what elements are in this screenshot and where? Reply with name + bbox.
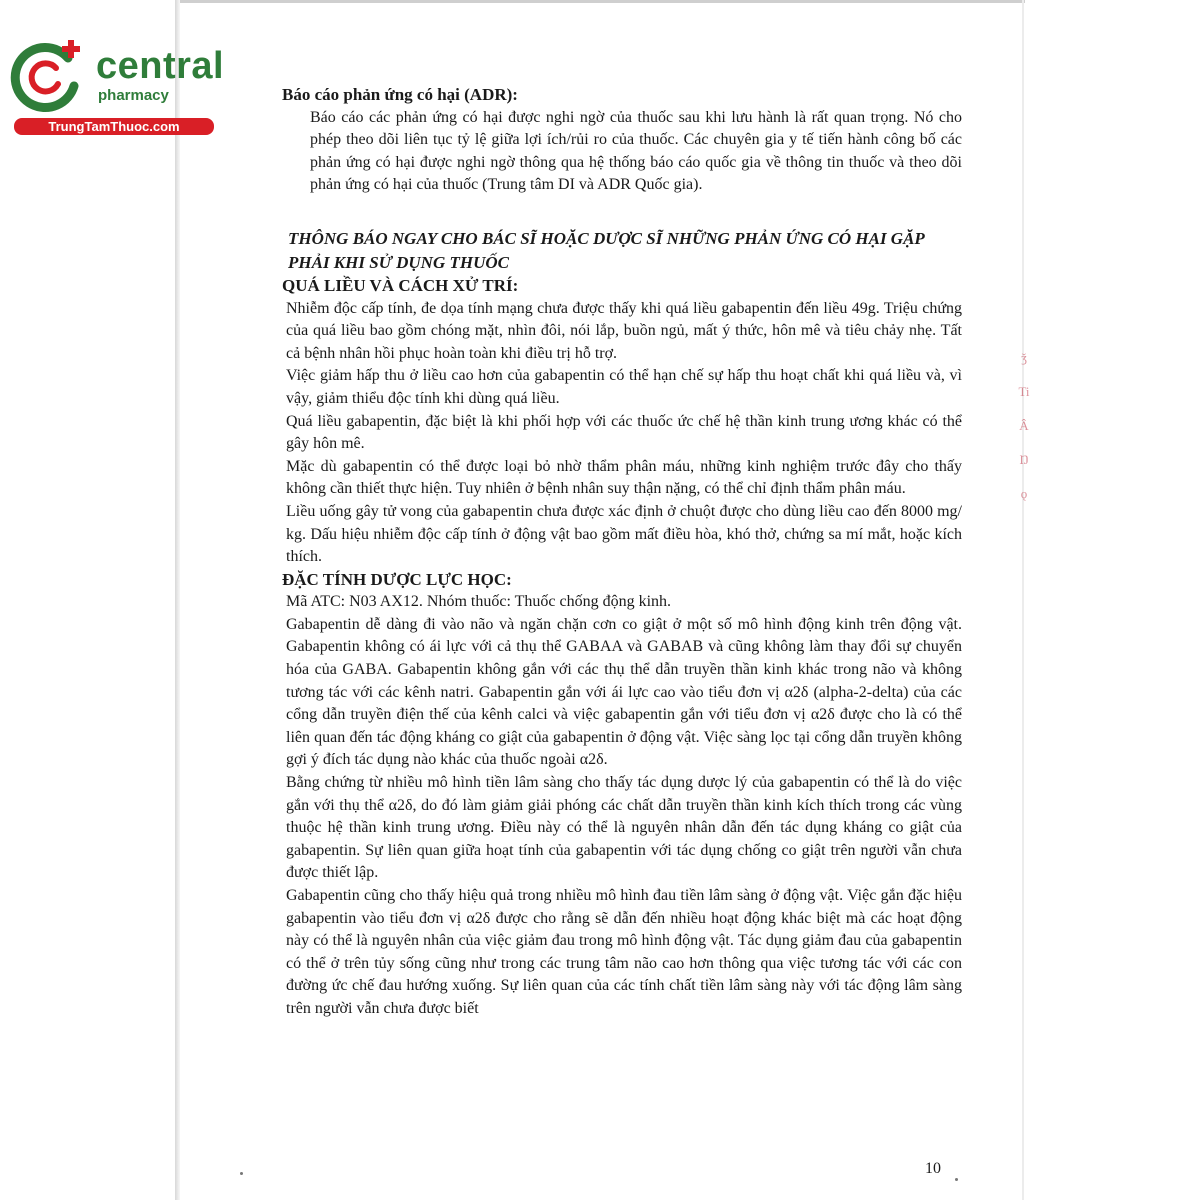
overdose-paragraph: Việc giảm hấp thu ở liều cao hơn của gabapentin có thể hạn chế sự hấp thu hoạt chất khi quá liều và, vì vậy, giảm thiểu độc tính khi dùng quá liều. [286, 367, 962, 407]
warning-notice [288, 227, 962, 275]
scan-speck [240, 1172, 243, 1175]
logo-subtitle: pharmacy [98, 87, 169, 104]
scan-speck [955, 1178, 958, 1181]
overdose-heading: QUÁ LIỀU VÀ CÁCH XỬ TRÍ: [282, 275, 519, 295]
overdose-paragraph: Nhiễm độc cấp tính, đe dọa tính mạng chưa được thấy khi quá liều gabapentin đến liều 49g. Triệu chứng của quá liều bao gồm chóng mặt, nhìn đôi, nói lắp, buồn ngủ, mất ý thức, hôn mê và tiêu chảy nhẹ. Tất cả bệnh nhân hồi phục hoàn toàn khi điều trị hỗ trợ. [286, 299, 962, 362]
red-stamp-marks: ǯ Ti Â Ŋ ǫ [1018, 350, 1030, 501]
logo-brand-name: central [96, 45, 225, 87]
pharmacodynamics-paragraph: Bằng chứng từ nhiều mô hình tiền lâm sàng cho thấy tác dụng dược lý của gabapentin có thể là do việc gắn với thụ thể α2δ, do đó làm giảm giải phóng các chất dẫn truyền thần kinh kích thích trong các vùng thuộc hệ thần kinh trung ương. Điều này có thể là nguyên nhân dẫn đến tác dụng kháng co giật của gabapentin. Sự liên quan giữa hoạt tính của gabapentin với tác dụng chống co giật trên người vẫn chưa được thiết lập. [286, 774, 962, 882]
page-number: 10 [925, 1160, 941, 1177]
pharmacodynamics-paragraph: Gabapentin cũng cho thấy hiệu quả trong nhiều mô hình đau tiền lâm sàng ở động vật. Việc gắn đặc hiệu gabapentin vào tiểu đơn vị α2δ được cho rằng sẽ dẫn đến nhiều hoạt động khác biệt mà các hoạt động này có thể là nguyên nhân của việc giảm đau trong mô hình động vật. Tác dụng giảm đau của gabapentin có thể ở trên tủy sống cũng như trong các trung tâm não cao hơn thông qua việc tương tác với các con đường ức chế đau hướng xuống. Sự liên quan của các tính chất tiền lâm sàng này với tác động lâm sàng trên người vẫn chưa được biết [286, 887, 962, 1017]
pharmacodynamics-heading: ĐẶC TÍNH DƯỢC LỰC HỌC: [282, 569, 512, 589]
atc-code-line: Mã ATC: N03 AX12. Nhóm thuốc: Thuốc chống động kinh. [286, 593, 672, 611]
scan-border-right [1022, 0, 1024, 1200]
overdose-paragraph: Quá liều gabapentin, đặc biệt là khi phối hợp với các thuốc ức chế hệ thần kinh trung ương khác có thể gây hôn mê. [286, 412, 962, 453]
adr-heading: Báo cáo phản ứng có hại (ADR): [282, 85, 518, 104]
overdose-paragraph: Mặc dù gabapentin có thể được loại bỏ nhờ thẩm phân máu, những kinh nghiệm trước đây cho thấy không cần thiết thực hiện. Tuy nhiên ở bệnh nhân suy thận nặng, có thể chỉ định thẩm phân máu. [286, 457, 962, 498]
page-edge-shadow [175, 0, 180, 1200]
overdose-paragraph: Liều uống gây tử vong của gabapentin chưa được xác định ở chuột được cho dùng liều cao đến 8000 mg/ kg. Dấu hiệu nhiễm độc cấp tính ở động vật bao gồm mất điều hòa, khó thở, chứng sa mí mắt, hoặc kích thích. [286, 502, 962, 566]
document-body [282, 84, 962, 1021]
central-pharmacy-logo [10, 38, 225, 138]
scan-border-top [180, 0, 1025, 3]
logo-url-badge: TrungTamThuoc.com [14, 118, 214, 135]
adr-paragraph: Báo cáo các phản ứng có hại được nghi ngờ của thuốc sau khi lưu hành là rất quan trọng. Nó cho phép theo dõi liên tục tỷ lệ giữa lợi ích/rủi ro của thuốc. Các chuyên gia y tế tiến hành công bố các phản ứng có hại được nghi ngờ thông qua hệ thống báo cáo quốc gia về thông tin thuốc và theo dõi phản ứng có hại của thuốc (Trung tâm DI và ADR Quốc gia). [310, 108, 962, 194]
overdose-section [282, 298, 962, 569]
pharmacodynamics-paragraph: Gabapentin dễ dàng đi vào não và ngăn chặn cơn co giật ở một số mô hình động kinh trên động vật. Gabapentin không có ái lực với cả thụ thể GABAA và GABAB và cũng không làm thay đổi sự chuyển hóa của GABA. Gabapentin không gắn với các thụ thể dẫn truyền thần kinh khác trong não và không tương tác với các kênh natri. Gabapentin gắn với ái lực cao vào tiểu đơn vị α2δ (alpha-2-delta) của các cổng dẫn truyền điện thế của kênh calci và việc gabapentin gắn với tiểu đơn vị α2δ được cho là có thể liên quan đến tác động kháng co giật của gabapentin ở động vật. Việc sàng lọc tại cổng dẫn truyền không gợi ý đích tác dụng nào khác của thuốc ngoài α2δ. [286, 615, 962, 769]
warning-line-1: THÔNG BÁO NGAY CHO BÁC SĨ HOẶC DƯỢC SĨ NHỮNG PHẢN ỨNG CÓ HẠI GẶP [288, 228, 925, 248]
warning-line-2: PHẢI KHI SỬ DỤNG THUỐC [288, 252, 509, 272]
pharmacodynamics-section [282, 591, 962, 1020]
logo-emblem-icon [10, 38, 90, 114]
